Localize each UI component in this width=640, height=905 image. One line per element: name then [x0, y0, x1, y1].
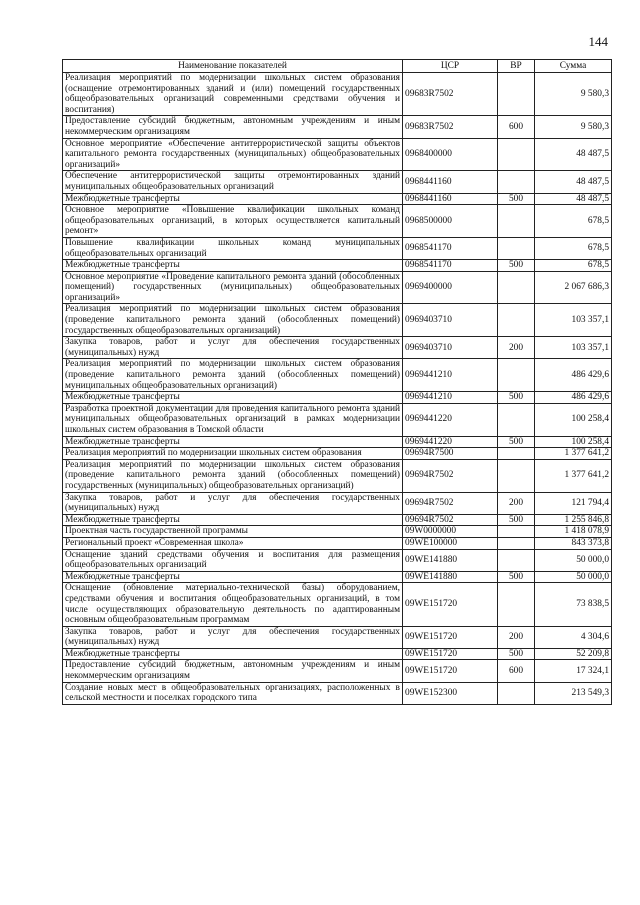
- table-row: [63, 448, 612, 460]
- row-vr-cell: [498, 537, 535, 549]
- row-csr-cell: 09683R7502: [403, 116, 498, 138]
- row-sum-cell: 213 549,3: [535, 682, 612, 704]
- row-sum-cell: 73 838,5: [535, 583, 612, 626]
- row-csr-cell: 09694R7502: [403, 459, 498, 492]
- row-csr-cell: 09WE152300: [403, 682, 498, 704]
- row-vr-cell: 500: [498, 571, 535, 583]
- row-name-cell: Обеспечение антитеррористической защиты отремонтированных зданий муниципальных общеобразовательных организаций: [63, 171, 403, 193]
- table-row: [63, 337, 612, 359]
- row-name-cell: Межбюджетные трансферты: [63, 514, 403, 526]
- row-name-cell: Межбюджетные трансферты: [63, 260, 403, 272]
- row-sum-cell: 9 580,3: [535, 73, 612, 116]
- row-vr-cell: 600: [498, 660, 535, 682]
- row-vr-cell: 200: [498, 626, 535, 648]
- table-row: [63, 260, 612, 272]
- row-sum-cell: 50 000,0: [535, 549, 612, 571]
- row-name-cell: Региональный проект «Современная школа»: [63, 537, 403, 549]
- row-csr-cell: 09WE151720: [403, 648, 498, 660]
- row-vr-cell: 500: [498, 514, 535, 526]
- row-name-cell: Основное мероприятие «Обеспечение антитеррористической защиты объектов капитального ремонта государственных (муниципальных) общеобразовательных организаций»: [63, 138, 403, 171]
- row-name-cell: Повышение квалификации школьных команд муниципальных общеобразовательных организаций: [63, 237, 403, 259]
- row-name-cell: Реализация мероприятий по модернизации школьных систем образования (проведение капитального ремонта зданий (обособленных помещений) государственных (муниципальных) общеобразовательных организаций): [63, 459, 403, 492]
- row-csr-cell: 09WE100000: [403, 537, 498, 549]
- row-csr-cell: 09694R7500: [403, 448, 498, 460]
- row-sum-cell: 486 429,6: [535, 359, 612, 392]
- row-csr-cell: 0969403710: [403, 337, 498, 359]
- header-indicator-name: Наименование показателей: [63, 60, 403, 73]
- row-sum-cell: 1 377 641,2: [535, 448, 612, 460]
- row-csr-cell: 0968441160: [403, 171, 498, 193]
- table-row: [63, 271, 612, 304]
- row-vr-cell: [498, 138, 535, 171]
- table-row: [63, 392, 612, 404]
- header-sum: Сумма: [535, 60, 612, 73]
- table-body: [63, 73, 612, 705]
- row-vr-cell: 500: [498, 193, 535, 205]
- table-row: [63, 205, 612, 238]
- row-name-cell: Основное мероприятие «Повышение квалификации школьных команд общеобразовательных организаций, в которых осуществляется капитальный ремонт»: [63, 205, 403, 238]
- row-name-cell: Закупка товаров, работ и услуг для обеспечения государственных (муниципальных) нужд: [63, 337, 403, 359]
- table-row: [63, 403, 612, 436]
- table-header-row: [63, 60, 612, 73]
- row-sum-cell: 17 324,1: [535, 660, 612, 682]
- table-row: [63, 571, 612, 583]
- row-name-cell: Реализация мероприятий по модернизации школьных систем образования: [63, 448, 403, 460]
- row-csr-cell: 09683R7502: [403, 73, 498, 116]
- row-vr-cell: 200: [498, 492, 535, 514]
- page-number: 144: [588, 34, 608, 49]
- table-row: [63, 660, 612, 682]
- row-sum-cell: 48 487,5: [535, 193, 612, 205]
- table-row: [63, 304, 612, 337]
- row-sum-cell: 2 067 686,3: [535, 271, 612, 304]
- row-name-cell: Реализация мероприятий по модернизации школьных систем образования (оснащение отремонтированных зданий и (или) помещений государственных общеобразовательных организаций современными средствами обучения и воспитания): [63, 73, 403, 116]
- table-row: [63, 436, 612, 448]
- row-csr-cell: 09694R7502: [403, 514, 498, 526]
- row-sum-cell: 486 429,6: [535, 392, 612, 404]
- row-csr-cell: 09WE141880: [403, 549, 498, 571]
- budget-table: [62, 59, 612, 705]
- row-name-cell: Межбюджетные трансферты: [63, 648, 403, 660]
- row-vr-cell: [498, 403, 535, 436]
- row-name-cell: Реализация мероприятий по модернизации школьных систем образования (проведение капитального ремонта зданий (обособленных помещений) государственных общеобразовательных организаций): [63, 304, 403, 337]
- row-sum-cell: 843 373,8: [535, 537, 612, 549]
- table-row: [63, 492, 612, 514]
- table-row: [63, 73, 612, 116]
- row-vr-cell: [498, 73, 535, 116]
- row-vr-cell: [498, 459, 535, 492]
- row-vr-cell: [498, 526, 535, 538]
- table-row: [63, 626, 612, 648]
- row-sum-cell: 48 487,5: [535, 171, 612, 193]
- row-vr-cell: [498, 271, 535, 304]
- row-sum-cell: 1 418 078,9: [535, 526, 612, 538]
- row-name-cell: Оснащение (обновление материально-технической базы) оборудованием, средствами обучения и воспитания общеобразовательных организаций, в том числе осуществляющих образовательную деятельность по адаптированным основным общеобразовательным программам: [63, 583, 403, 626]
- table-row: [63, 549, 612, 571]
- row-vr-cell: [498, 583, 535, 626]
- row-vr-cell: [498, 549, 535, 571]
- header-csr: ЦСР: [403, 60, 498, 73]
- row-name-cell: Проектная часть государственной программы: [63, 526, 403, 538]
- row-name-cell: Создание новых мест в общеобразовательных организациях, расположенных в сельской местности и поселках городского типа: [63, 682, 403, 704]
- row-name-cell: Межбюджетные трансферты: [63, 571, 403, 583]
- row-csr-cell: 09WE141880: [403, 571, 498, 583]
- row-name-cell: Межбюджетные трансферты: [63, 436, 403, 448]
- row-csr-cell: 0968441160: [403, 193, 498, 205]
- row-name-cell: Предоставление субсидий бюджетным, автономным учреждениям и иным некоммерческим организациям: [63, 660, 403, 682]
- row-sum-cell: 4 304,6: [535, 626, 612, 648]
- row-vr-cell: [498, 171, 535, 193]
- row-name-cell: Межбюджетные трансферты: [63, 392, 403, 404]
- row-name-cell: Межбюджетные трансферты: [63, 193, 403, 205]
- row-vr-cell: 600: [498, 116, 535, 138]
- table-row: [63, 116, 612, 138]
- table-row: [63, 171, 612, 193]
- row-csr-cell: 09WE151720: [403, 583, 498, 626]
- row-vr-cell: 200: [498, 337, 535, 359]
- row-sum-cell: 1 377 641,2: [535, 459, 612, 492]
- row-sum-cell: 52 209,8: [535, 648, 612, 660]
- row-vr-cell: [498, 682, 535, 704]
- row-name-cell: Реализация мероприятий по модернизации школьных систем образования (проведение капитального ремонта зданий (обособленных помещений) муниципальных общеобразовательных организаций): [63, 359, 403, 392]
- table-row: [63, 514, 612, 526]
- row-sum-cell: 678,5: [535, 260, 612, 272]
- row-name-cell: Разработка проектной документации для проведения капитального ремонта зданий муниципальных общеобразовательных организаций в рамках модернизации школьных систем образования в Томской области: [63, 403, 403, 436]
- row-csr-cell: 09694R7502: [403, 492, 498, 514]
- row-csr-cell: 0969400000: [403, 271, 498, 304]
- row-csr-cell: 0969441210: [403, 359, 498, 392]
- row-sum-cell: 103 357,1: [535, 304, 612, 337]
- row-sum-cell: 678,5: [535, 237, 612, 259]
- table-row: [63, 237, 612, 259]
- row-csr-cell: 09WE151720: [403, 626, 498, 648]
- row-vr-cell: 500: [498, 392, 535, 404]
- row-csr-cell: 0969441210: [403, 392, 498, 404]
- row-csr-cell: 09W0000000: [403, 526, 498, 538]
- row-csr-cell: 0969403710: [403, 304, 498, 337]
- row-csr-cell: 0968400000: [403, 138, 498, 171]
- row-vr-cell: [498, 304, 535, 337]
- table-row: [63, 459, 612, 492]
- table-row: [63, 682, 612, 704]
- table-row: [63, 583, 612, 626]
- row-sum-cell: 100 258,4: [535, 436, 612, 448]
- row-name-cell: Предоставление субсидий бюджетным, автономным учреждениям и иным некоммерческим организациям: [63, 116, 403, 138]
- row-csr-cell: 0968541170: [403, 237, 498, 259]
- row-sum-cell: 678,5: [535, 205, 612, 238]
- row-csr-cell: 0968541170: [403, 260, 498, 272]
- row-sum-cell: 1 255 846,8: [535, 514, 612, 526]
- row-sum-cell: 103 357,1: [535, 337, 612, 359]
- table-row: [63, 138, 612, 171]
- row-vr-cell: [498, 448, 535, 460]
- row-name-cell: Закупка товаров, работ и услуг для обеспечения государственных (муниципальных) нужд: [63, 492, 403, 514]
- table-row: [63, 359, 612, 392]
- row-csr-cell: 0968500000: [403, 205, 498, 238]
- table-row: [63, 537, 612, 549]
- table-row: [63, 526, 612, 538]
- row-sum-cell: 9 580,3: [535, 116, 612, 138]
- row-csr-cell: 0969441220: [403, 403, 498, 436]
- row-vr-cell: 500: [498, 260, 535, 272]
- row-sum-cell: 48 487,5: [535, 138, 612, 171]
- row-vr-cell: 500: [498, 648, 535, 660]
- table-row: [63, 193, 612, 205]
- row-sum-cell: 121 794,4: [535, 492, 612, 514]
- row-name-cell: Основное мероприятие «Проведение капитального ремонта зданий (обособленных помещений) государственных (муниципальных) общеобразовательных организаций»: [63, 271, 403, 304]
- row-name-cell: Оснащение зданий средствами обучения и воспитания для размещения общеобразовательных организаций: [63, 549, 403, 571]
- row-csr-cell: 09WE151720: [403, 660, 498, 682]
- row-vr-cell: [498, 205, 535, 238]
- header-vr: ВР: [498, 60, 535, 73]
- row-name-cell: Закупка товаров, работ и услуг для обеспечения государственных (муниципальных) нужд: [63, 626, 403, 648]
- row-csr-cell: 0969441220: [403, 436, 498, 448]
- row-sum-cell: 100 258,4: [535, 403, 612, 436]
- table-row: [63, 648, 612, 660]
- row-vr-cell: [498, 359, 535, 392]
- row-sum-cell: 50 000,0: [535, 571, 612, 583]
- row-vr-cell: [498, 237, 535, 259]
- row-vr-cell: 500: [498, 436, 535, 448]
